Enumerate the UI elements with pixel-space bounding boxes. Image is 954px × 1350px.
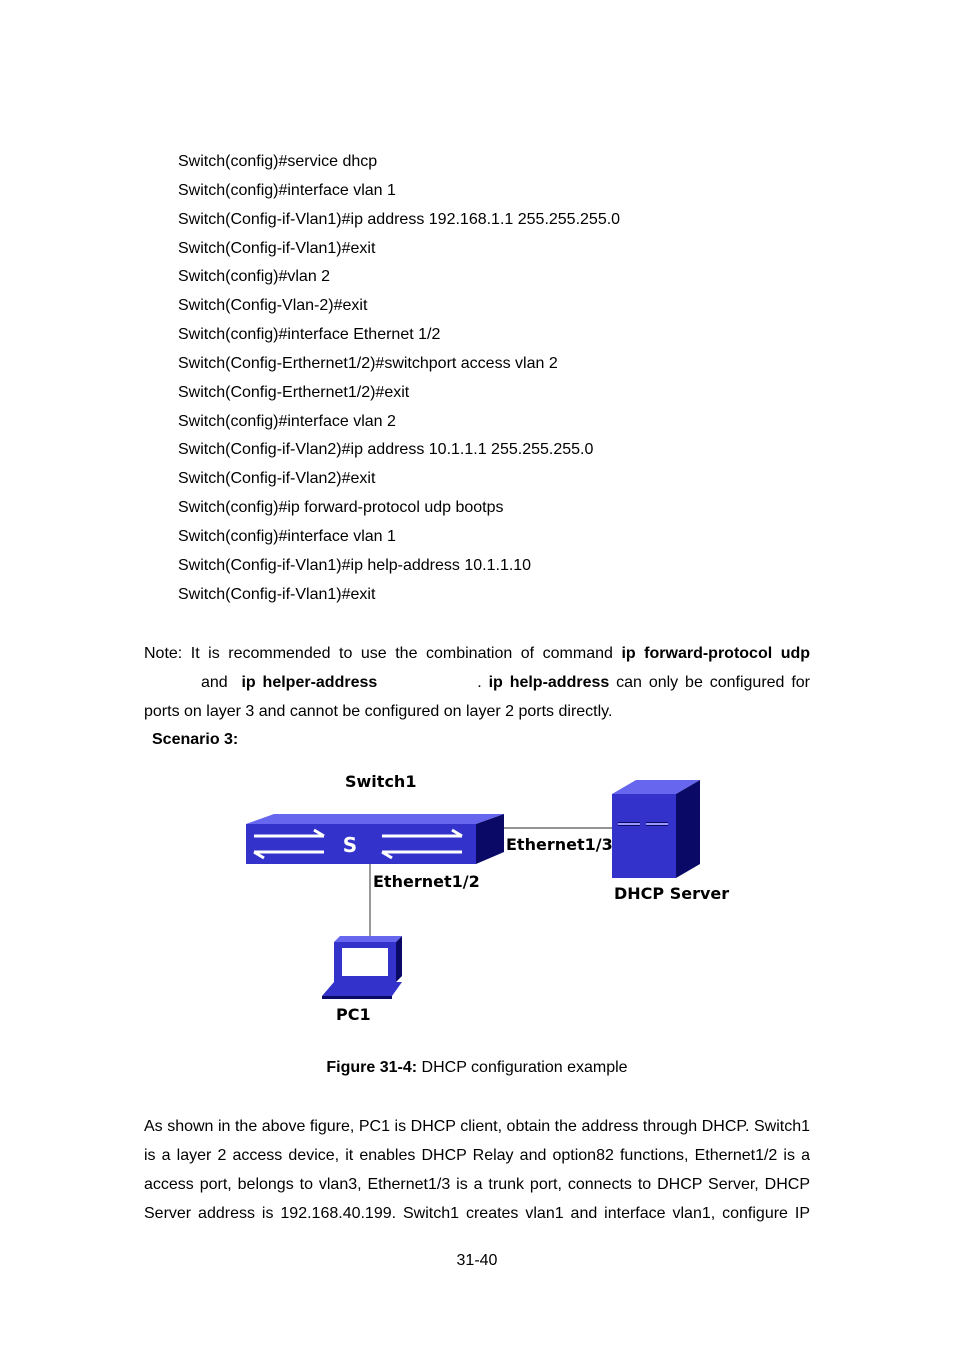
- note-text: can only be configured for: [616, 674, 810, 691]
- note-text: ports on layer 3 and cannot be configured on layer 2 ports directly.: [144, 703, 613, 720]
- body-line: Server address is 192.168.40.199. Switch1 creates vlan1 and interface vlan1, configure IP: [144, 1205, 810, 1222]
- note-text: .: [477, 674, 482, 691]
- code-line: Switch(config)#ip forward-protocol udp bootps: [178, 499, 504, 517]
- note-command: ip forward-protocol udp: [621, 645, 811, 662]
- switch-letter: S: [342, 833, 358, 857]
- code-line: Switch(Config-if-Vlan1)#exit: [178, 585, 376, 603]
- body-line: access port, belongs to vlan3, Ethernet1/3 is a trunk port, connects to DHCP Server, DHCP: [144, 1176, 810, 1193]
- code-line: Switch(config)#service dhcp: [178, 153, 378, 170]
- body-line: As shown in the above figure, PC1 is DHCP client, obtain the address through DHCP. Switch1: [144, 1118, 810, 1135]
- code-line: Switch(config)#interface Ethernet 1/2: [178, 326, 441, 344]
- code-line: Switch(Config-if-Vlan2)#exit: [178, 470, 376, 488]
- switch-label: Switch1: [345, 772, 417, 791]
- server-icon: [612, 780, 700, 878]
- code-line: Switch(config)#interface vlan 2: [178, 412, 396, 430]
- code-line: Switch(Config-if-Vlan1)#ip help-address 10.1.1.10: [178, 556, 532, 574]
- code-line: Switch(config)#interface vlan 1: [178, 181, 396, 199]
- pc-label: PC1: [336, 1005, 371, 1024]
- page-number: 31-40: [456, 1252, 498, 1269]
- note-line-2: [144, 668, 810, 697]
- config-command-block: [178, 150, 620, 612]
- note-line-1: [144, 639, 810, 668]
- code-line: Switch(Config-if-Vlan2)#ip address 10.1.1.1 255.255.255.0: [178, 441, 594, 459]
- figure-label: Figure 31-4:: [326, 1059, 418, 1076]
- note-line-3: [144, 697, 810, 726]
- switch-icon: [246, 814, 504, 864]
- body-line: is a layer 2 access device, it enables DHCP Relay and option82 functions, Ethernet1/2 is a: [144, 1147, 810, 1164]
- network-diagram: [230, 760, 750, 1030]
- pc-icon: [322, 936, 402, 999]
- note-text: and: [201, 674, 228, 691]
- code-line: Switch(config)#vlan 2: [178, 268, 331, 286]
- body-paragraph: [144, 1112, 810, 1228]
- note-text: Note: It is recommended to use the combination of command: [144, 645, 613, 662]
- note-paragraph: [144, 639, 810, 726]
- code-line: Switch(Config-Erthernet1/2)#switchport access vlan 2: [178, 354, 558, 372]
- figure-caption: [0, 1056, 954, 1080]
- port-label-pc: Ethernet1/2: [373, 872, 480, 891]
- code-line: Switch(Config-if-Vlan1)#ip address 192.168.1.1 255.255.255.0: [178, 210, 621, 228]
- port-label-server: Ethernet1/3: [506, 835, 613, 854]
- code-line: Switch(config)#interface vlan 1: [178, 527, 396, 545]
- scenario-heading: Scenario 3:: [152, 731, 239, 748]
- figure-title: DHCP configuration example: [421, 1059, 628, 1076]
- note-command: ip helper-address: [241, 674, 378, 691]
- server-label: DHCP Server: [614, 884, 730, 903]
- code-line: Switch(Config-if-Vlan1)#exit: [178, 239, 376, 257]
- note-command: ip help-address: [488, 674, 610, 691]
- code-line: Switch(Config-Erthernet1/2)#exit: [178, 383, 410, 401]
- code-line: Switch(Config-Vlan-2)#exit: [178, 297, 368, 315]
